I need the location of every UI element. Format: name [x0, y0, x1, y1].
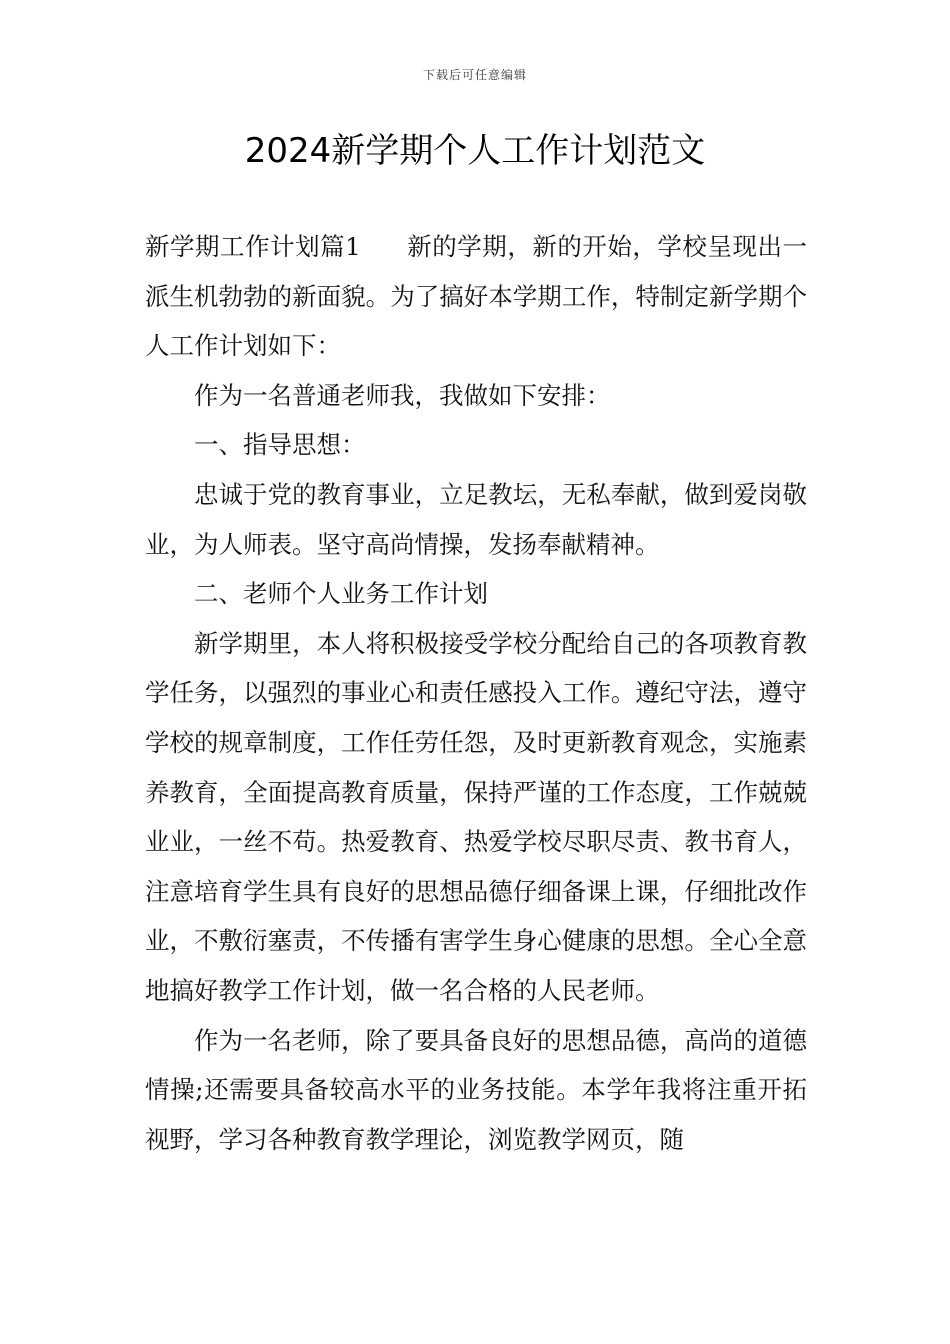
lead-label: 新学期工作计划篇1: [145, 232, 361, 261]
heading-work-plan: 二、老师个人业务工作计划: [194, 579, 488, 609]
document-body: [145, 222, 807, 1164]
paragraph-skills: 作为一名老师，除了要具备良好的思想品德，高尚的道德情操;还需要具备较高水平的业务技能。本学年我将注重开拓视野，学习各种教育教学理论，浏览教学网页，随: [145, 1025, 807, 1154]
heading-guiding-thought: 一、指导思想：: [194, 430, 366, 460]
lead-text: 新的学期，新的开始，学校呈现出一派生机勃勃的新面貌。为了搞好本学期工作，特制定新学期个人工作计划如下：: [145, 232, 808, 361]
lead-paragraph: [145, 222, 807, 371]
header-note: 下载后可任意编辑: [422, 68, 527, 82]
paragraph-guiding-thought: 忠诚于党的教育事业，立足教坛，无私奉献，做到爱岗敬业，为人师表。坚守高尚情操，发扬奉献精神。: [145, 479, 807, 559]
paragraph-work-plan: 新学期里，本人将积极接受学校分配给自己的各项教育教学任务，以强烈的事业心和责任感投入工作。遵纪守法，遵守学校的规章制度，工作任劳任怨，及时更新教育观念，实施素养教育，全面提高教育质量，保持严谨的工作态度，工作兢兢业业，一丝不苟。热爱教育、热爱学校尽职尽责、教书育人，注意培育学生具有良好的思想品德仔细备课上课，仔细批改作业，不敷衍塞责，不传播有害学生身心健康的思想。全心全意地搞好教学工作计划，做一名合格的人民老师。: [145, 628, 807, 1005]
paragraph-arrangement: 作为一名普通老师我，我做如下安排：: [194, 380, 611, 410]
document-title: 2024新学期个人工作计划范文: [244, 131, 706, 171]
